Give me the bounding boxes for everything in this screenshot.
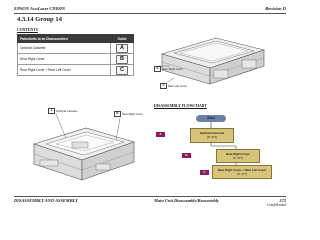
label-letter: B: [154, 66, 161, 72]
label-text: Rear Left Cover: [168, 84, 187, 88]
flowchart-step-optional-cassette[interactable]: [190, 128, 234, 143]
table-row: [18, 65, 134, 76]
guide-cell: [111, 54, 134, 65]
flowchart-title: DISASSEMBLY FLOWCHART: [154, 104, 207, 108]
contents-label: CONTENTS: [17, 28, 38, 32]
flowchart-step-rear-right-left-cover[interactable]: [212, 165, 272, 179]
figure-label-rear-left-cover: [160, 83, 187, 89]
label-letter: B: [114, 111, 121, 117]
page-footer: [14, 196, 286, 208]
label-letter: A: [48, 108, 55, 114]
column-header-guide: Guide: [111, 35, 134, 43]
part-name: Rear Right Cover: [18, 54, 111, 65]
figure-label-optional-cassette: [48, 108, 77, 114]
step-page-ref: (P. 374): [207, 134, 217, 139]
column-header-parts: Parts/Units to be Disassembled: [18, 35, 111, 43]
flowchart-tag-c: C: [200, 170, 209, 175]
parts-table: [17, 34, 134, 76]
header-revision: Revision D: [265, 5, 286, 11]
page-number: 373: [279, 198, 286, 203]
figure-label-rear-right-cover: [114, 111, 143, 117]
step-page-ref: (P. 377): [233, 155, 243, 160]
label-text: Optional Cassette: [56, 109, 78, 113]
flowchart-tag-a: A: [156, 132, 165, 137]
guide-cell: [111, 43, 134, 54]
step-name: Rear Right Cover + Rear Left Cover: [217, 167, 267, 172]
header-product: EPSON AcuLaser C9300N: [14, 5, 66, 11]
flowchart-start: Start: [196, 115, 226, 122]
table-row: [18, 43, 134, 54]
flowchart-tag-b: B: [182, 153, 191, 158]
guide-letter-icon[interactable]: A: [116, 44, 128, 53]
step-page-ref: (P. 377): [237, 171, 247, 176]
guide-letter-icon[interactable]: C: [116, 66, 128, 75]
step-name: Rear Right Cover: [226, 151, 250, 156]
step-name: Optional Cassette: [199, 130, 225, 135]
page-header: [14, 3, 286, 14]
section-title: 4.3.14 Group 14: [17, 16, 62, 23]
guide-letter-icon[interactable]: B: [116, 55, 128, 64]
parts-table-header: [18, 35, 134, 43]
flowchart-step-rear-right-cover[interactable]: [216, 149, 260, 163]
confidential-mark: Confidential: [267, 203, 286, 207]
label-letter: C: [160, 83, 167, 89]
label-text: Rear Right Cover: [162, 67, 183, 71]
footer-chapter: DISASSEMBLY AND ASSEMBLY: [14, 198, 78, 203]
footer-section: Main Unit Disassembly/Reassembly: [154, 198, 219, 203]
part-name: Optional Cassette: [18, 43, 111, 54]
label-text: Rear Right Cover: [122, 112, 143, 116]
figure-label-rear-right-cover: [154, 66, 183, 72]
part-name: Rear Right Cover + Rear Left Cover: [18, 65, 111, 76]
guide-cell: [111, 65, 134, 76]
table-row: [18, 54, 134, 65]
